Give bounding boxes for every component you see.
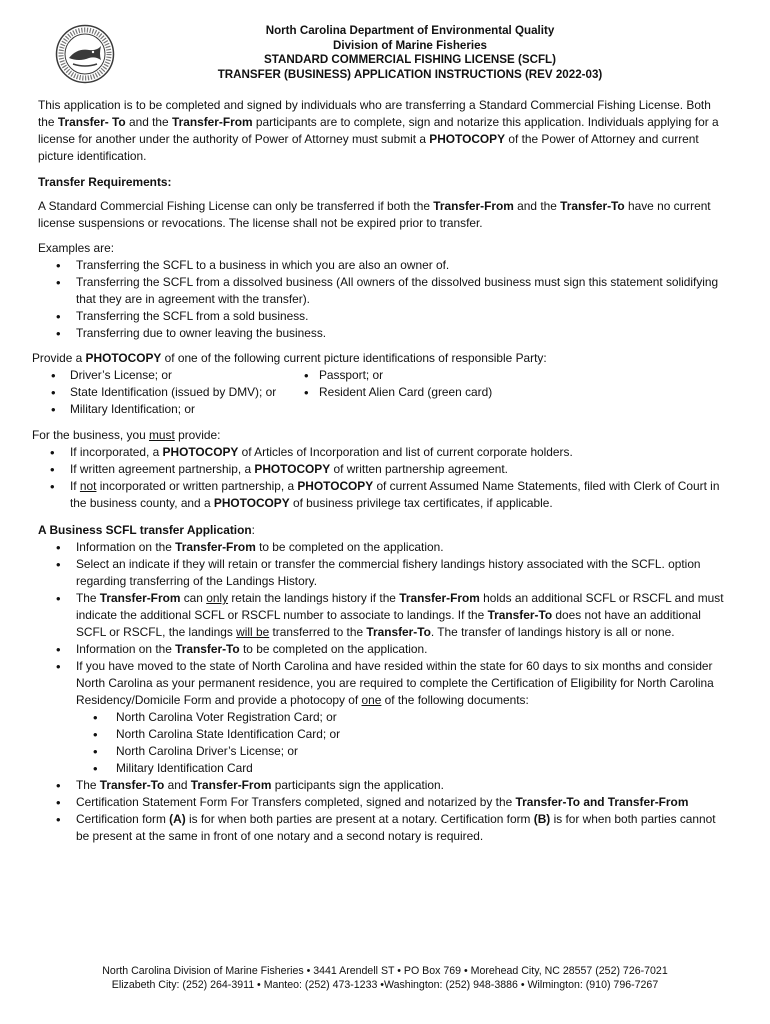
header-license-name: STANDARD COMMERCIAL FISHING LICENSE (SCFL) — [264, 53, 556, 66]
requirements-paragraph: A Standard Commercial Fishing License can only be transferred if both the Transfer-From and the Transfer-To have no current license suspensions or revocations. The license shall not be expired prior to transfer. — [38, 199, 711, 230]
id-option-military-id: • Military Identification; or — [32, 401, 304, 418]
list-item: • North Carolina State Identification Card; or — [76, 726, 728, 743]
list-item: • Information on the Transfer-From to be completed on the application. — [38, 539, 728, 556]
examples-list — [38, 257, 728, 342]
transfer-requirements-heading: Transfer Requirements: — [38, 175, 172, 189]
intro-paragraph: This application is to be completed and signed by individuals who are transferring a Standard Commercial Fishing License. Both the Transfer- To and the Transfer-From participants are to complete, sign and notarize this application. Individuals applying for a license for another under the authority of Power of Attorney must submit a PHOTOCOPY of the Power of Attorney and current picture identification. — [38, 98, 719, 163]
business-requirements-list — [32, 444, 728, 512]
list-item: • Certification form (A) is for when both parties are present at a notary. Certification form (B) is for when both parties cannot be present at the same in front of one notary and a second notary is required. — [38, 811, 728, 845]
header-division: Division of Marine Fisheries — [333, 38, 487, 52]
header-department: North Carolina Department of Environmental Quality — [265, 24, 555, 37]
list-item: • Information on the Transfer-To to be completed on the application. — [38, 641, 728, 658]
list-item: • Certification Statement Form For Transfers completed, signed and notarized by the Transfer-To and Transfer-From — [38, 794, 728, 811]
instructions-body — [32, 97, 728, 845]
list-item: • North Carolina Voter Registration Card; or — [76, 709, 728, 726]
list-item: • Transferring the SCFL from a sold business. — [38, 308, 728, 325]
header-form-title: TRANSFER (BUSINESS) APPLICATION INSTRUCTIONS (REV 2022-03) — [217, 67, 603, 81]
footer-office-phones: Elizabeth City: (252) 264-3911 • Manteo: (252) 473-1233 •Washington: (252) 948-3886 • Wilmington: (910) 796-7267 — [111, 979, 659, 991]
list-item: • If incorporated, a PHOTOCOPY of Articles of Incorporation and list of current corporate holders. — [32, 444, 728, 461]
identification-intro: Provide a PHOTOCOPY of one of the following current picture identifications of responsible Party: — [32, 351, 547, 365]
division-seal-logo — [55, 24, 115, 84]
list-item: • Military Identification Card — [76, 760, 728, 777]
list-item: • Transferring the SCFL from a dissolved business (All owners of the dissolved business must sign this statement solidifying that they are in agreement with the transfer). — [38, 274, 728, 308]
footer-address: North Carolina Division of Marine Fisheries • 3441 Arendell ST • PO Box 769 • Morehead City, NC 28557 (252) 726-7021 — [102, 965, 668, 977]
list-item: • Transferring the SCFL to a business in which you are also an owner of. — [38, 257, 728, 274]
list-item: • North Carolina Driver’s License; or — [76, 743, 728, 760]
residency-documents-list — [76, 709, 728, 777]
id-option-green-card: • Resident Alien Card (green card) — [304, 384, 664, 401]
list-item: • Select an indicate if they will retain or transfer the commercial fishery landings history associated with the SCFL. option regarding transferring of the Landings History. — [38, 556, 728, 590]
id-option-passport: • Passport; or — [304, 367, 664, 384]
list-item: • If you have moved to the state of North Carolina and have resided within the state for 60 days to six months and consider North Carolina as your permanent residence, you are required to complete the Certification of Eligibility for North Carolina Residency/Domicile Form and provide a photocopy of one of the following documents: • North Carolina Voter Registration Card; or • North Carolina State Identification Card; or • North Carolina Driver’s License; or • Military Identification Card — [38, 658, 728, 777]
id-option-drivers-license: • Driver’s License; or — [32, 367, 304, 384]
id-option-state-id: • State Identification (issued by DMV); or — [32, 384, 304, 401]
document-footer — [0, 964, 770, 992]
application-heading: A Business SCFL transfer Application: — [38, 523, 255, 537]
application-steps-list — [38, 539, 728, 845]
list-item: • The Transfer-From can only retain the landings history if the Transfer-From holds an additional SCFL or RSCFL and must indicate the additional SCFL or RSCFL number to associate to landings. If the Transfer-To does not have an additional SCFL or RSCFL, the landings will be transferred to the Transfer-To. The transfer of landings history is all or none. — [38, 590, 728, 641]
document-header — [150, 24, 670, 82]
list-item: • Transferring due to owner leaving the business. — [38, 325, 728, 342]
list-item: • If not incorporated or written partnership, a PHOTOCOPY of current Assumed Name Statements, filed with Clerk of Court in the business county, and a PHOTOCOPY of business privilege tax certificates, if applicable. — [32, 478, 728, 512]
examples-intro: Examples are: — [38, 241, 115, 255]
identification-options — [32, 367, 728, 418]
business-requirements-intro: For the business, you must provide: — [32, 428, 221, 442]
list-item: • If written agreement partnership, a PHOTOCOPY of written partnership agreement. — [32, 461, 728, 478]
list-item: • The Transfer-To and Transfer-From participants sign the application. — [38, 777, 728, 794]
